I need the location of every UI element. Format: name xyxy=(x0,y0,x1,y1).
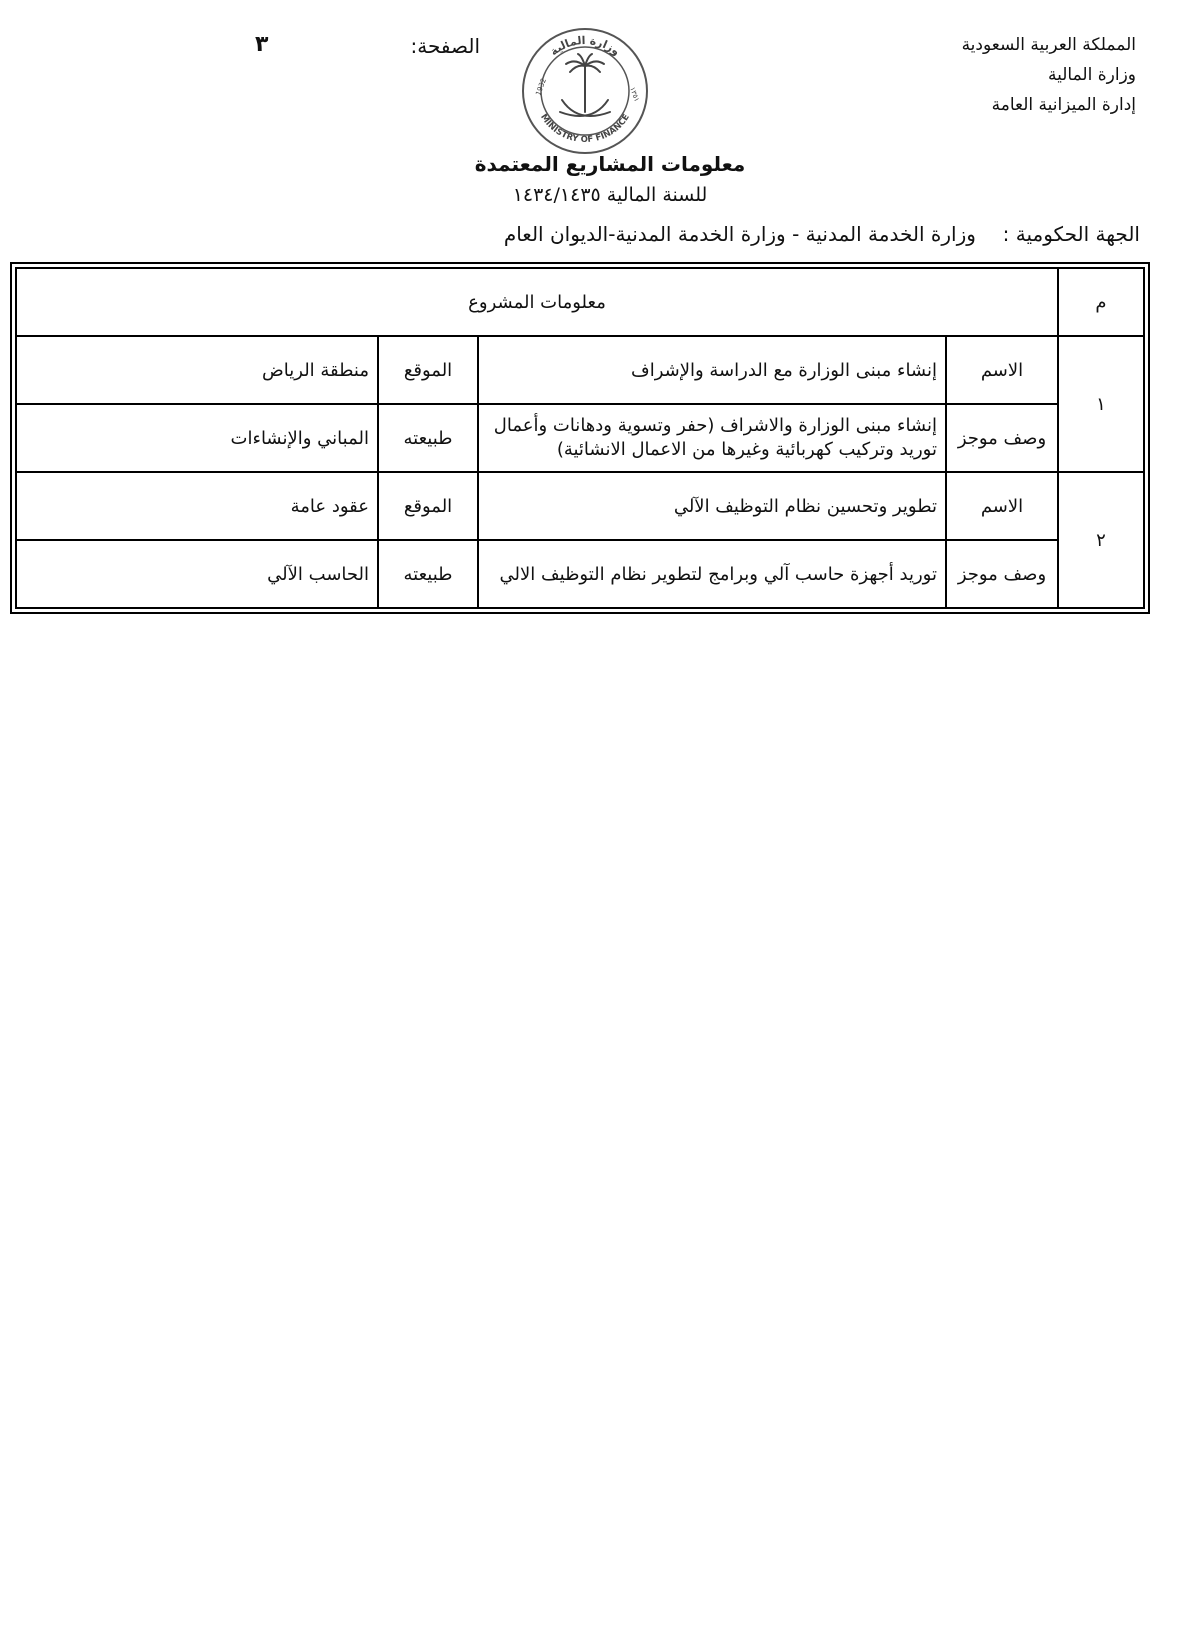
fiscal-year: للسنة المالية ١٤٣٤/١٤٣٥ xyxy=(512,184,708,206)
nature-label: طبيعته xyxy=(378,540,478,608)
location-label: الموقع xyxy=(378,472,478,540)
page-number: ٣ xyxy=(255,32,269,57)
project-number: ١ xyxy=(1058,336,1144,472)
logo-ring-text-en: MINISTRY OF FINANCE xyxy=(538,112,632,146)
project-location: عقود عامة xyxy=(16,472,378,540)
name-label: الاسم xyxy=(946,336,1058,404)
project-description: إنشاء مبنى الوزارة والاشراف (حفر وتسوية ودهانات وأعمال توريد وتركيب كهربائية وغيرها من الاعمال الانشائية) xyxy=(478,404,946,472)
ministry-header xyxy=(876,30,1136,120)
header-project-info: معلومات المشروع xyxy=(16,268,1058,336)
project-name: إنشاء مبنى الوزارة مع الدراسة والإشراف xyxy=(478,336,946,404)
project-nature: الحاسب الآلي xyxy=(16,540,378,608)
projects-table-frame xyxy=(10,262,1150,614)
page-label: الصفحة: xyxy=(410,34,480,58)
table-row xyxy=(16,404,1144,472)
location-label: الموقع xyxy=(378,336,478,404)
department-name: إدارة الميزانية العامة xyxy=(991,95,1136,115)
name-label: الاسم xyxy=(946,472,1058,540)
svg-text:وزارة المالية xyxy=(548,34,623,58)
table-row xyxy=(16,540,1144,608)
entity-value: وزارة الخدمة المدنية - وزارة الخدمة المدنية-الديوان العام xyxy=(503,222,976,246)
project-nature: المباني والإنشاءات xyxy=(16,404,378,472)
logo-year-right: ١٣٥١ xyxy=(628,85,641,103)
svg-text:MINISTRY OF FINANCE xyxy=(538,112,632,145)
project-number: ٢ xyxy=(1058,472,1144,608)
project-name: تطوير وتحسين نظام التوظيف الآلي xyxy=(478,472,946,540)
logo-year-left: 1932 xyxy=(534,77,548,97)
projects-table xyxy=(15,267,1145,609)
table-row xyxy=(16,472,1144,540)
government-entity xyxy=(440,222,1140,246)
logo-ring-text: وزارة المالية xyxy=(547,33,623,59)
project-description: توريد أجهزة حاسب آلي وبرامج لتطوير نظام التوظيف الالي xyxy=(478,540,946,608)
description-label: وصف موجز xyxy=(946,540,1058,608)
ministry-name: وزارة المالية xyxy=(1048,65,1136,85)
country-name: المملكة العربية السعودية xyxy=(961,35,1136,55)
project-location: منطقة الرياض xyxy=(16,336,378,404)
table-row xyxy=(16,336,1144,404)
ministry-logo xyxy=(520,26,650,156)
nature-label: طبيعته xyxy=(378,404,478,472)
description-label: وصف موجز xyxy=(946,404,1058,472)
document-title: معلومات المشاريع المعتمدة xyxy=(474,152,746,176)
header-number: م xyxy=(1058,268,1144,336)
entity-label: الجهة الحكومية : xyxy=(1002,222,1140,246)
table-header-row xyxy=(16,268,1144,336)
